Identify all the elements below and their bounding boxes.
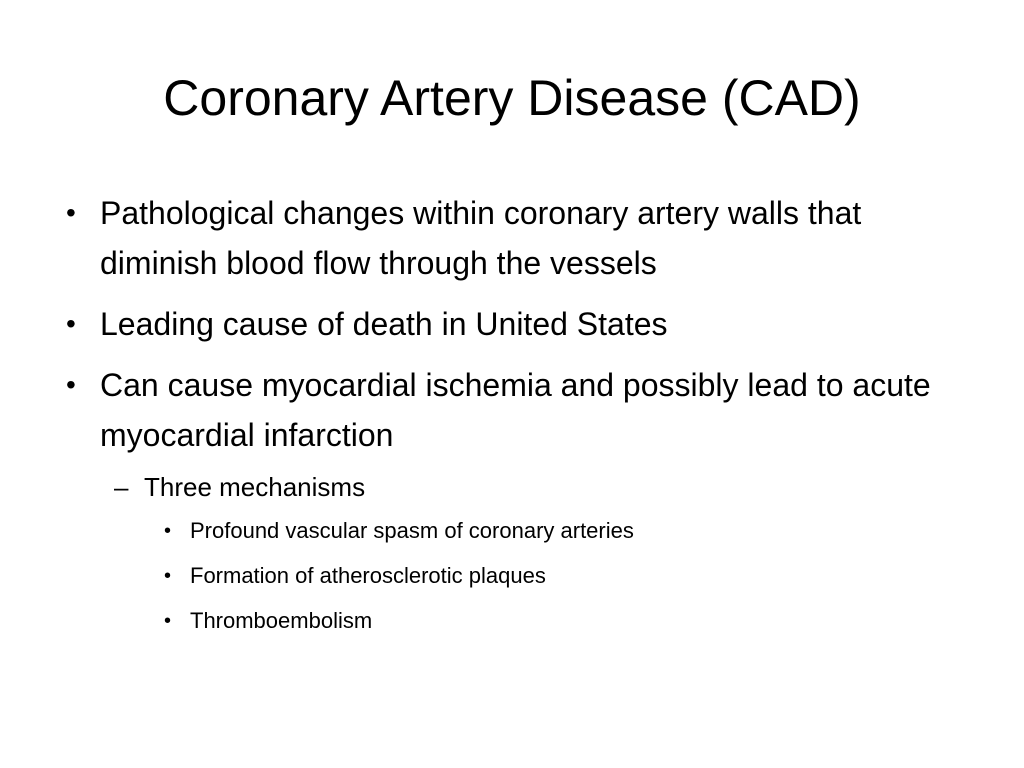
- bullet-marker: •: [66, 308, 76, 339]
- sub-sub-bullet-item: [160, 559, 980, 593]
- sub-sub-bullet-text: Profound vascular spasm of coronary arteries: [190, 518, 634, 543]
- bullet-marker: •: [164, 610, 172, 632]
- bullet-marker: •: [164, 520, 172, 542]
- bullet-marker: •: [66, 369, 76, 400]
- sub-sub-bullet-text: Thromboembolism: [190, 608, 373, 633]
- bullet-item: [60, 360, 980, 460]
- bullet-text: Pathological changes within coronary artery walls that diminish blood flow through the vessels: [100, 195, 862, 281]
- dash-marker: –: [114, 472, 129, 502]
- bullet-marker: •: [164, 565, 172, 587]
- sub-sub-bullet-item: [160, 604, 980, 638]
- bullet-marker: •: [66, 197, 76, 228]
- sub-sub-bullet-item: [160, 514, 980, 548]
- bullet-item: [60, 188, 980, 288]
- bullet-text: Leading cause of death in United States: [100, 306, 668, 342]
- bullet-item: [60, 299, 980, 349]
- bullet-list: [60, 188, 980, 649]
- slide-title: Coronary Artery Disease (CAD): [163, 70, 861, 126]
- sub-sub-bullet-text: Formation of atherosclerotic plaques: [190, 563, 546, 588]
- sub-bullet-text: Three mechanisms: [144, 472, 366, 502]
- sub-bullet-item: [108, 468, 980, 506]
- bullet-text: Can cause myocardial ischemia and possibly lead to acute myocardial infarction: [100, 367, 931, 453]
